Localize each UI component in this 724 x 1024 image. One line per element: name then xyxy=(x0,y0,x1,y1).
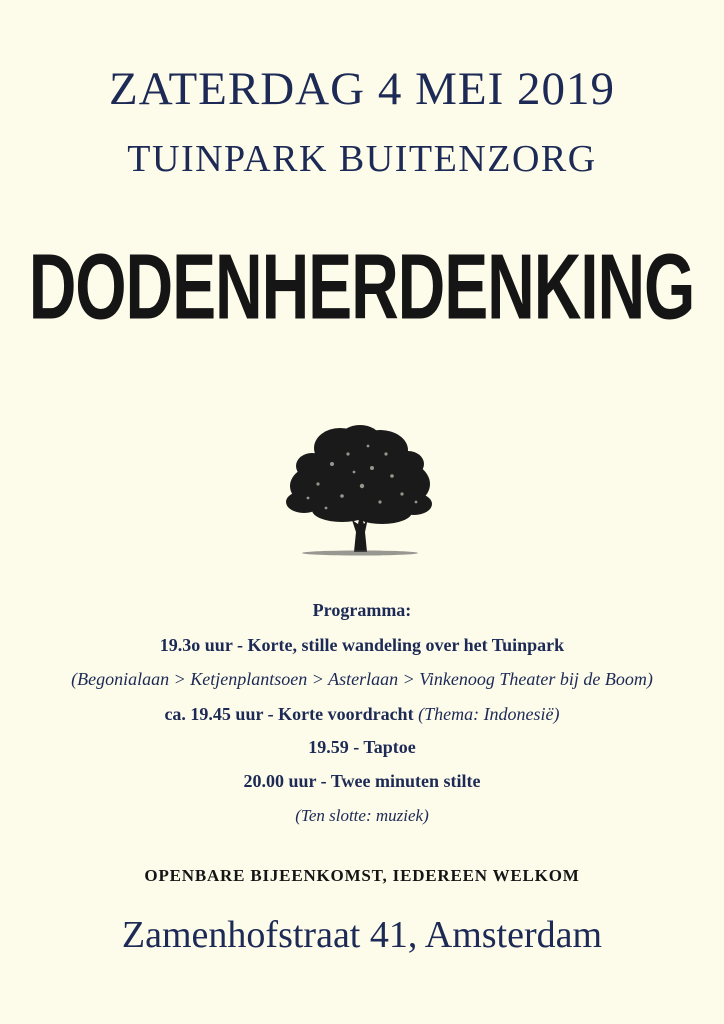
main-title xyxy=(0,234,724,339)
oak-tree-icon xyxy=(282,424,434,558)
program-item-taptoe: 19.59 - Taptoe xyxy=(308,737,416,757)
program-item-reading xyxy=(0,704,724,725)
program-item-closing: (Ten slotte: muziek) xyxy=(295,806,429,825)
event-address: Zamenhofstraat 41, Amsterdam xyxy=(121,914,603,956)
program-heading: Programma: xyxy=(312,600,412,620)
event-venue: TUINPARK BUITENZORG xyxy=(127,138,597,180)
public-notice: OPENBARE BIJEENKOMST, IEDEREEN WELKOM xyxy=(144,866,580,885)
program-item-walk: 19.3o uur - Korte, stille wandeling over het Tuinpark xyxy=(159,635,565,655)
program-item-walk-route: (Begonialaan > Ketjenplantsoen > Asterlaan > Vinkenoog Theater bij de Boom) xyxy=(71,669,653,689)
program-item-silence: 20.00 uur - Twee minuten stilte xyxy=(243,771,481,791)
program-item-reading-theme: (Thema: Indonesië) xyxy=(418,704,560,724)
main-title-text: DODENHERDENKING xyxy=(29,234,695,339)
event-date: ZATERDAG 4 MEI 2019 xyxy=(109,63,615,115)
program-item-reading-label: ca. 19.45 uur - Korte voordracht xyxy=(164,704,419,724)
